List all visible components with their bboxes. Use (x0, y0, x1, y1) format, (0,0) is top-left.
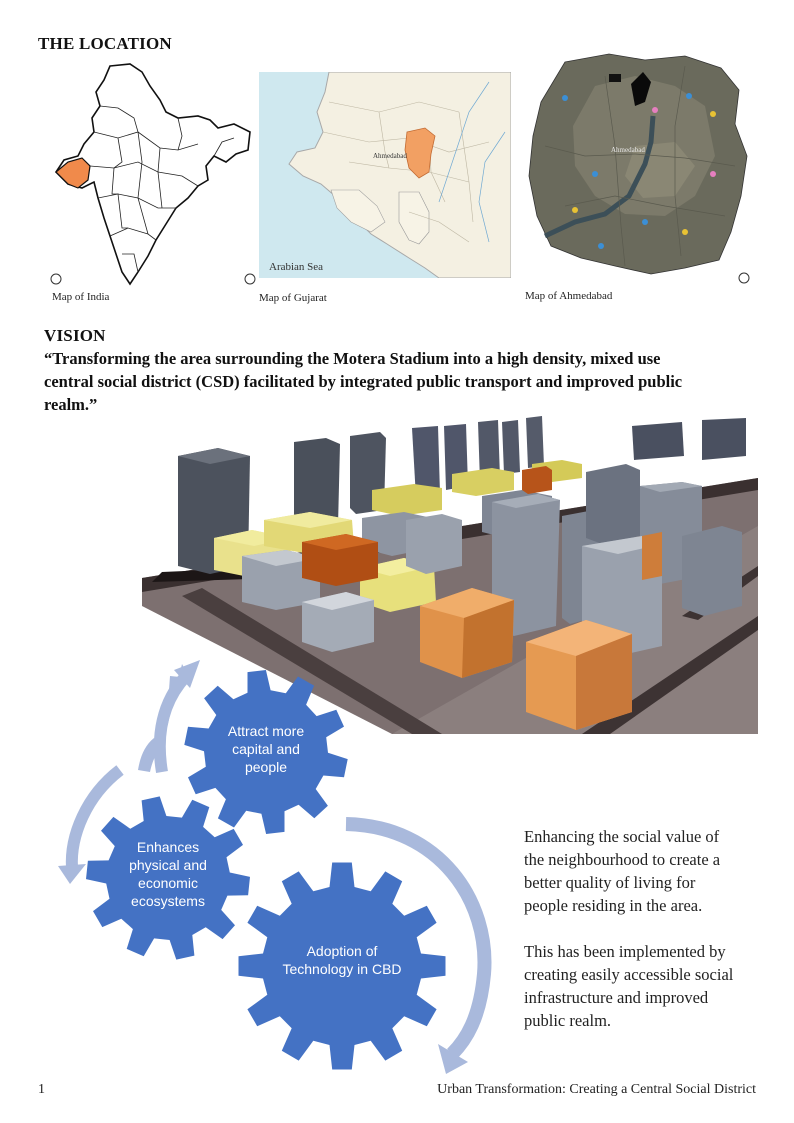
vision-quote (44, 347, 774, 416)
vision-quote-line: central social district (CSD) facilitated by integrated public transport and improved public (44, 372, 683, 391)
gear-enhances-label-4: ecosystems (131, 893, 205, 909)
footer-title: Urban Transformation: Creating a Central Social District (437, 1082, 756, 1097)
ahmedabad-map-caption: Map of Ahmedabad (525, 290, 613, 302)
description-p1-line: people residing in the area. (524, 896, 703, 915)
description-p1-line: Enhancing the social value of (524, 827, 720, 846)
ahmedabad-map-city-label: Ahmedabad (611, 146, 645, 154)
gujarat-map-city-label: Ahmedabad (373, 152, 407, 160)
gear-adoption-label-1: Adoption of (306, 943, 378, 959)
gear-enhances-label-2: physical and (129, 857, 207, 873)
gear-attract-label-3: people (244, 759, 288, 775)
location-heading: THE LOCATION (38, 34, 172, 53)
vision-quote-line: realm.” (44, 395, 98, 414)
description-p2-line: creating easily accessible social (524, 965, 734, 984)
arrow-top-left (160, 676, 186, 772)
gujarat-map-caption: Map of Gujarat (259, 292, 327, 304)
ahmedabad-map (525, 46, 753, 288)
gear-attract-label-2: capital and (232, 741, 300, 757)
page-number: 1 (38, 1082, 45, 1097)
description (524, 825, 786, 1032)
gear-adoption-label-2: Technology in CBD (282, 961, 402, 977)
description-p2-line: This has been implemented by (524, 942, 726, 961)
gear-attract (184, 670, 347, 834)
description-p1-line: better quality of living for (524, 873, 696, 892)
vision-heading: VISION (44, 326, 106, 345)
india-map-caption: Map of India (52, 291, 110, 303)
cycle-diagram (40, 640, 520, 1080)
gear-enhances-label-1: Enhances (136, 839, 200, 855)
gujarat-map-sea-label: Arabian Sea (269, 261, 324, 273)
india-map (38, 58, 260, 290)
gear-adoption (239, 863, 446, 1070)
vision-quote-line: “Transforming the area surrounding the Motera Stadium into a high density, mixed use (44, 349, 661, 368)
description-p2-line: infrastructure and improved (524, 988, 709, 1007)
description-p1-line: the neighbourhood to create a (524, 850, 721, 869)
gujarat-map (259, 72, 511, 278)
description-p2-line: public realm. (524, 1011, 612, 1030)
gear-enhances-label-3: economic (138, 875, 198, 891)
arrow-head-left (58, 864, 86, 884)
gear-attract-label-1: Attract more (227, 723, 305, 739)
